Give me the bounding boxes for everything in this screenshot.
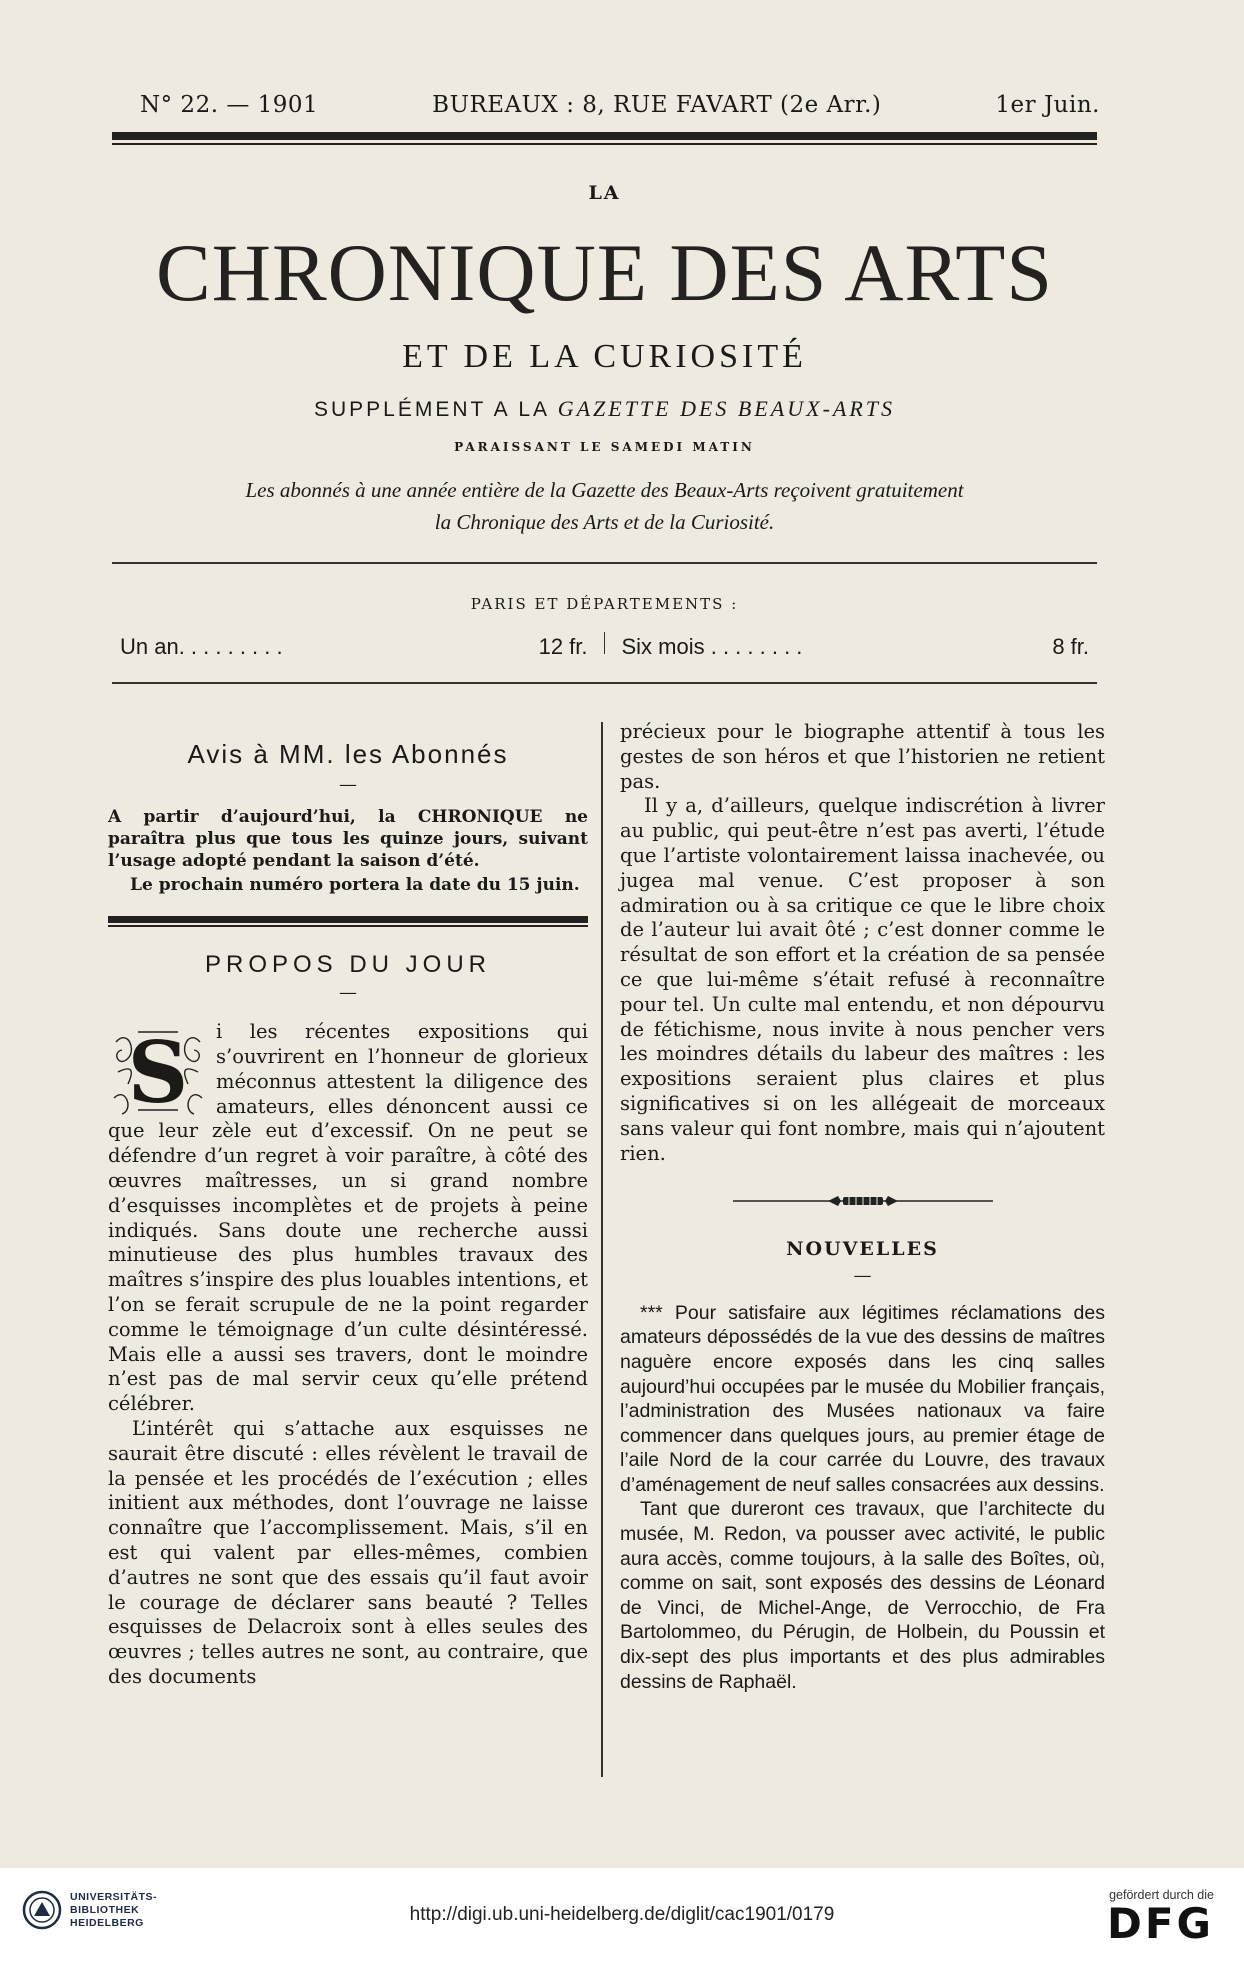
section-ornament (620, 1190, 1105, 1215)
subscription-divider (112, 682, 1097, 684)
dfg-logo: DFG (1106, 1899, 1214, 1948)
subscriber-notice (112, 474, 1097, 538)
propos-paragraph-1: i les récentes expositions qui s’ouvrirent en l’honneur de glorieux méconnus attestent la diligence des amateurs, elles dénoncent aussi ce que leur zèle eut d’excessif. On ne peut se défendre d’un regret à voir paraître, à côté des œuvres maîtresses, un si grand nombre d’esquisses incomplètes et de projets à peine indiqués. Sans doute une recherche aussi minutieuse des plus humbles travaux des maîtres s’inspire des plus louables intentions, et l’on se ferait scrupule de ne la point regarder comme le témoignage d’un culte désintéressé. Mais elle a aussi ses travers, dont le moindre n’est pas de mal servir ceux qu’elle prétend célébrer. (108, 1020, 588, 1416)
avis-rule-thin (108, 925, 588, 927)
masthead-subtitle: ET DE LA CURIOSITÉ (402, 338, 807, 375)
price-six-value: 8 fr. (1052, 634, 1089, 659)
footer-bar (0, 1868, 1244, 1964)
uni-name-line1: UNIVERSITÄTS- (70, 1890, 158, 1903)
funded-by-text: gefördert durch die (1109, 1888, 1214, 1902)
gazette-name: GAZETTE DES BEAUX-ARTS (557, 396, 896, 421)
dropcap-letter: S (127, 1023, 189, 1119)
price-year (112, 634, 596, 660)
avis-title: Avis à MM. les Abonnés (187, 739, 509, 769)
propos-dash: — (339, 982, 357, 1004)
header-rule-thin (112, 143, 1097, 145)
subscriber-notice-line1: Les abonnés à une année entière de la Gazette des Beaux-Arts reçoivent gratuitement (245, 478, 964, 502)
header-rule (112, 132, 1097, 140)
nouvelles-dash: — (853, 1264, 872, 1286)
ornamental-initial (108, 1022, 208, 1118)
price-six-months (613, 634, 1097, 660)
avis-paragraph-2: Le prochain numéro portera la date du 15 juin. (130, 874, 580, 895)
issue-date: 1er Juin. (995, 92, 1100, 118)
nouvelles-paragraph-1: *** Pour satisfaire aux légitimes réclamations des amateurs dépossédés de la vue des dessins de maîtres naguère encore exposés dans les cinq salles aujourd’hui occupées par le musée du Mobilier français, l’administration des Musées nationaux va faire commencer dans quelques jours, au premier étage de l’aile Nord de la cour carrée du Louvre, des travaux d’aménagement de neuf salles consacrées aux dessins. (620, 1301, 1105, 1496)
uni-name-line3: HEIDELBERG (70, 1916, 144, 1929)
publication-schedule: PARAISSANT LE SAMEDI MATIN (454, 440, 755, 454)
dfg-credit (1107, 1888, 1214, 1946)
supplement-prefix: SUPPLÉMENT A LA (313, 398, 549, 421)
propos-paragraph-4: Il y a, d’ailleurs, quelque indiscrétion à livrer au public, qui peut-être n’est pas averti, l’étude que l’artiste volontairement laissa inachevée, ou jugea mal venue. C’est proposer à son admiration ou à sa critique ce que le libre choix de l’auteur lui avait ôté ; c’est donner comme le résultat de son effort et la création de sa pensée ce que lui-même s’était refusé à reconnaître pour tel. Un culte mal entendu, et non dépourvu de fétichisme, nous invite à nous pencher vers les moindres détails du labeur des maîtres : les expositions seraient plus claires et plus significatives si on les allégeait de morceaux sans valeur qui font nombre, mais qui n’ajoutent rien. (620, 794, 1105, 1165)
digitization-url[interactable]: http://digi.ub.uni-heidelberg.de/diglit/cac1901/0179 (409, 1904, 835, 1925)
masthead-article: LA (588, 182, 621, 204)
price-year-label: Un an. . . . . . . . . (120, 634, 283, 659)
price-separator (604, 632, 606, 654)
header-line (140, 92, 1100, 118)
right-column (620, 720, 1105, 1694)
column-divider (601, 722, 603, 1777)
ornamental-initial-graphic (108, 1022, 208, 1118)
propos-title: PROPOS DU JOUR (204, 950, 492, 978)
propos-paragraph-3: précieux pour le biographe attentif à tous les gestes de son héros et que l’historien ne retient pas. (620, 720, 1105, 793)
avis-rule (108, 916, 588, 923)
ornament-rule (733, 1194, 993, 1208)
uni-name-line2: BIBLIOTHEK (70, 1903, 140, 1916)
nouvelles-paragraph-2: Tant que dureront ces travaux, que l’architecte du musée, M. Redon, va pousser avec activité, le public aura accès, comme toujours, à la salle des Boîtes, où, comme on sait, sont exposés des dessins de Léonard de Vinci, de Michel-Ange, de Verrocchio, de Fra Bartolommeo, du Pérugin, de Holbein, du Poussin et dix-sept des plus importants et des plus admirables dessins de Raphaël. (620, 1498, 1105, 1693)
subscription-prices (112, 632, 1097, 660)
subscription-heading: PARIS ET DÉPARTEMENTS : (470, 595, 739, 613)
supplement-line (112, 396, 1097, 422)
propos-paragraph-2: L’intérêt qui s’attache aux esquisses ne saurait être discuté : elles révèlent le travail de la pensée et les procédés de l’exécution ; elles initient aux méthodes, dont l’ouvrage ne laisse connaître que l’accomplissement. Mais, s’il en est qui valent par elles-mêmes, combien d’autres ne sont que des essais qu’il faut avoir le courage de déclarer sans beauté ? Telles esquisses de Delacroix sont à elles seules des œuvres ; telles autres ne sont, au contraire, que des documents (108, 1416, 588, 1688)
left-column (108, 720, 588, 1690)
issue-number: N° 22. — 1901 (140, 92, 319, 118)
nouvelles-title: NOUVELLES (786, 1238, 939, 1261)
avis-dash: — (339, 773, 357, 795)
subscriber-notice-line2: la Chronique des Arts et de la Curiosité. (434, 510, 775, 534)
masthead-title: CHRONIQUE DES ARTS (156, 227, 1053, 318)
price-year-value: 12 fr. (538, 634, 588, 659)
bureaux-address: BUREAUX : 8, RUE FAVART (2e Arr.) (432, 92, 882, 118)
nouvelles-body (620, 1301, 1105, 1695)
avis-paragraph-1: A partir d’aujourd’hui, la CHRONIQUE ne paraîtra plus que tous les quinze jours, suivant l’usage adopté pendant la saison d’été. (108, 806, 588, 871)
price-six-label: Six mois . . . . . . . . (621, 634, 803, 659)
masthead-divider (112, 562, 1097, 564)
